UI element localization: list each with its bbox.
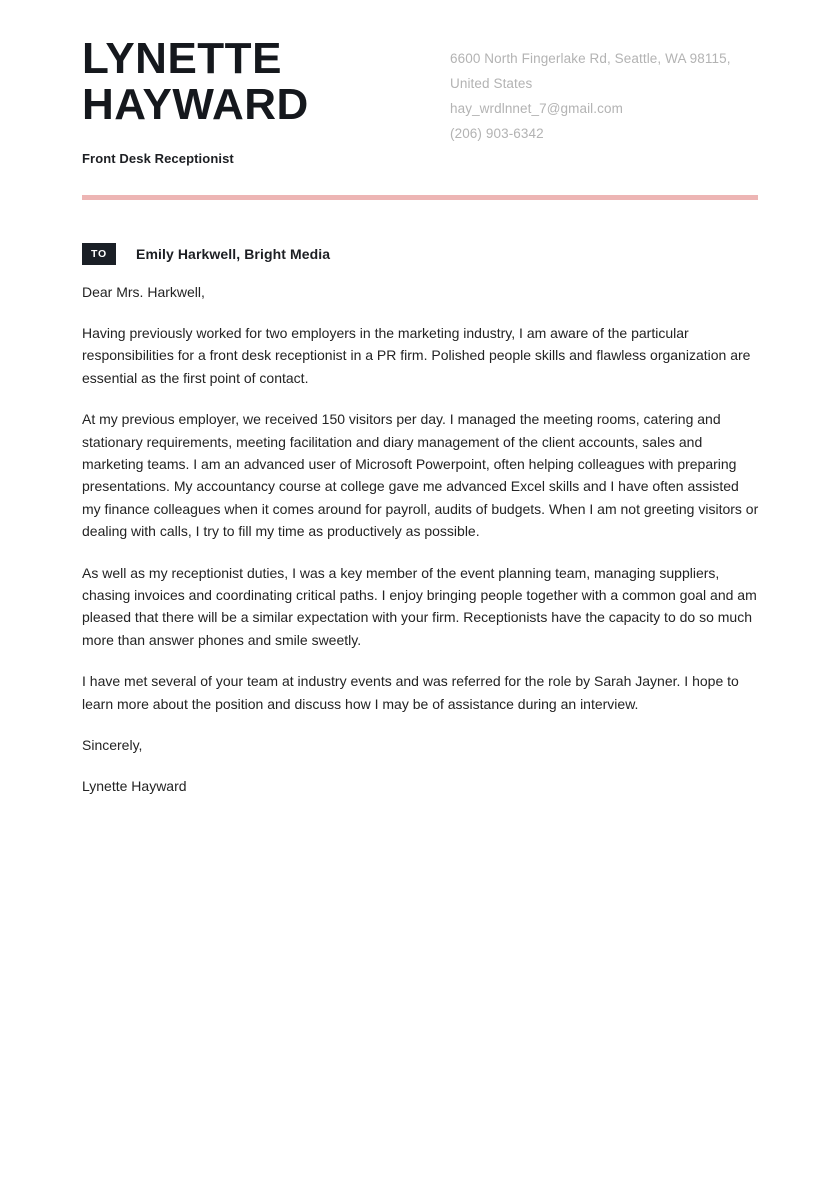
sender-name-first: LYNETTE [82,34,282,83]
contact-address-line-1: 6600 North Fingerlake Rd, Seattle, WA 98115, [450,51,731,66]
sender-name-last: HAYWARD [82,80,309,129]
contact-email: hay_wrdlnnet_7@gmail.com [450,101,623,116]
letter-signature: Lynette Hayward [82,778,187,795]
sender-identity [82,36,442,168]
recipient-row [82,243,330,265]
letter-paragraph-3: As well as my receptionist duties, I was a key member of the event planning team, managing suppliers, chasing invoices and coordinating critical paths. I enjoy bringing people together with a common goal and am pleased that there will be a similar expectation with your firm. Receptionists have the capacity to do so much more than answer phones and smile sweetly. [82,564,757,648]
contact-address-line-2: United States [450,76,533,91]
letter-salutation: Dear Mrs. Harkwell, [82,284,205,300]
letter-paragraph-4: I have met several of your team at industry events and was referred for the role by Sarah Jayner. I hope to learn more about the position and discuss how I may be of assistance during an interview. [82,673,739,712]
contact-phone: (206) 903-6342 [450,126,544,141]
recipient-name: Emily Harkwell, Bright Media [136,246,331,262]
letter-paragraph-1: Having previously worked for two employers in the marketing industry, I am aware of the particular responsibilities for a front desk receptionist in a PR firm. Polished people skills and flawless organization are essential as the first point of contact. [82,325,751,386]
letter-body [82,281,760,797]
sender-contact-block [442,36,760,146]
sender-job-title: Front Desk Receptionist [82,151,234,166]
letter-header [0,0,840,168]
letter-paragraph-2: At my previous employer, we received 150 visitors per day. I managed the meeting rooms, catering and stationary requirements, meeting facilitation and diary management of the client accounts, sales and marketing teams. I am an advanced user of Microsoft Powerpoint, often helping colleagues with preparing presentations. My accountancy course at college gave me advanced Excel skills and I have often assisted my finance colleagues when it comes around for payroll, audits of budgets. When I am not greeting visitors or dealing with calls, I try to fill my time as productively as possible. [82,411,759,540]
to-badge: TO [82,243,116,265]
header-divider [82,195,758,200]
letter-closing: Sincerely, [82,737,143,754]
